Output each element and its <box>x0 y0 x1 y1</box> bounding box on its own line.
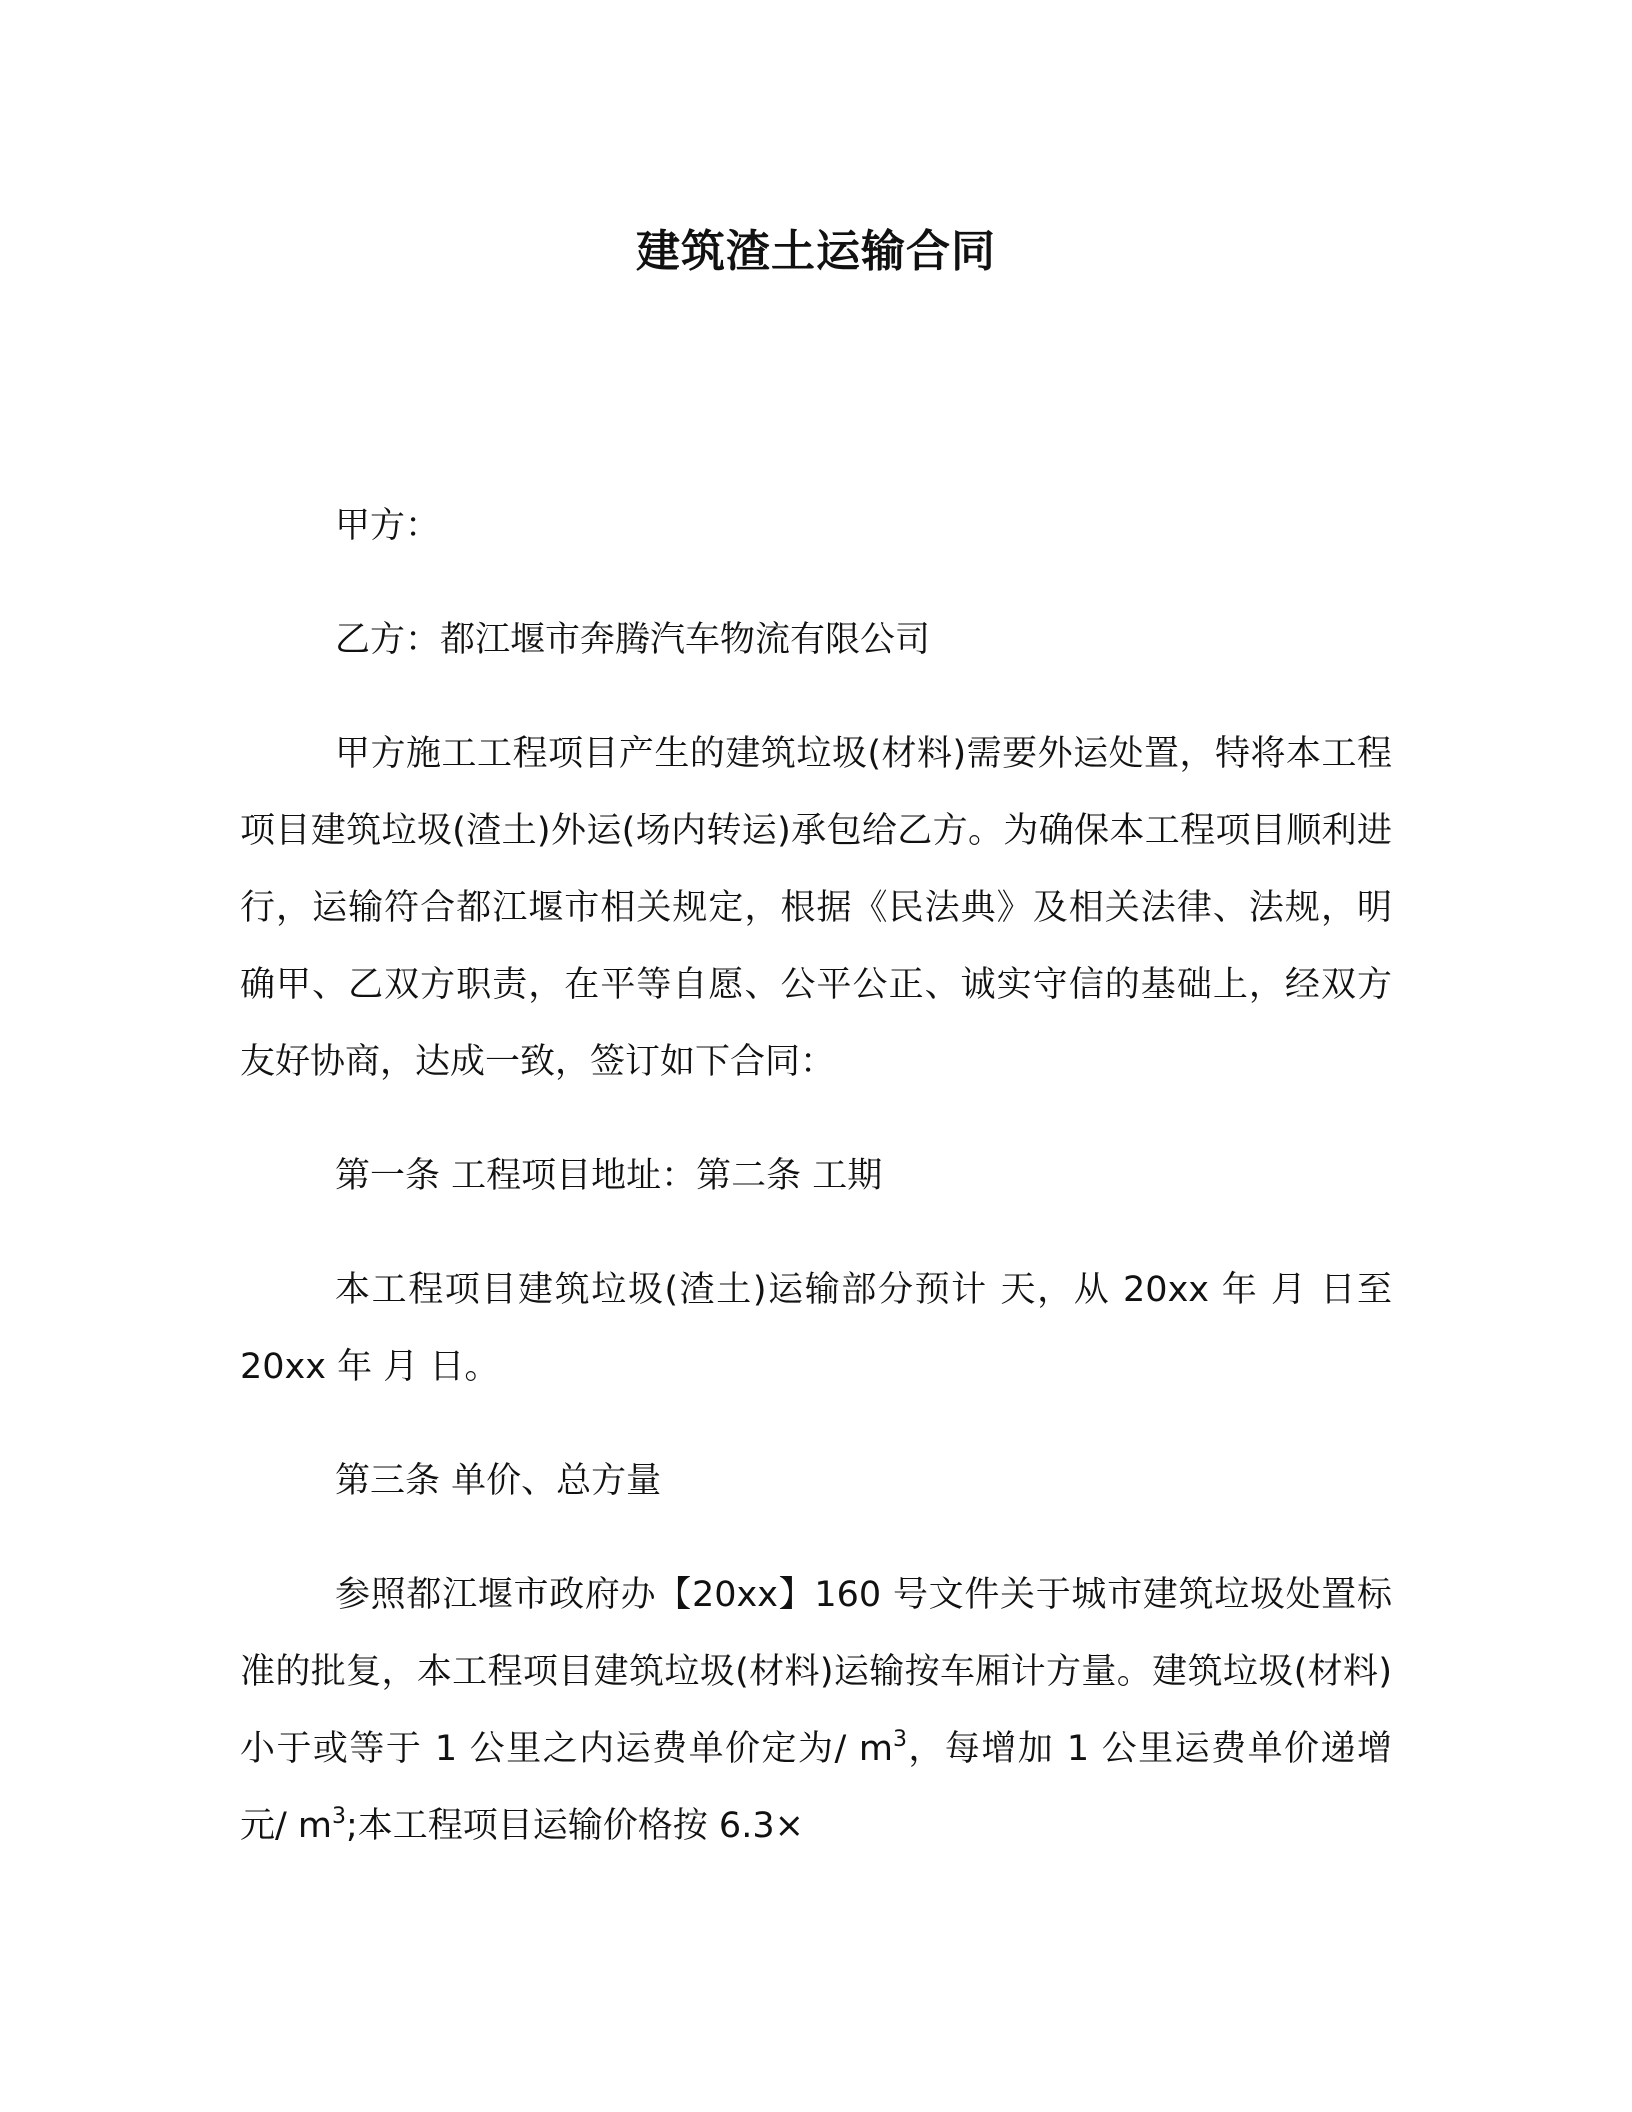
article-3-heading: 第三条 单价、总方量 <box>335 1461 662 1501</box>
cubic-superscript: 3 <box>332 1804 347 1829</box>
price-text-part3: ;本工程项目运输价格按 6.3× <box>346 1806 804 1846</box>
party-a-line: 甲方： <box>335 506 441 546</box>
party-b-line: 乙方：都江堰市奔腾汽车物流有限公司 <box>335 620 931 660</box>
price-paragraph <box>240 1557 1392 1865</box>
period-paragraph: 本工程项目建筑垃圾(渣土)运输部分预计 天，从 20xx 年 月 日至 20xx 年 月 日。 <box>240 1270 1392 1387</box>
price-text-part1: 参照都江堰市政府办【20xx】160 号文件关于城市建筑垃圾处置标准的批复，本工程项目建筑垃圾(材料)运输按车厢计方量。建筑垃圾(材料)小于或等于 1 公里之内运费单价定为/ m <box>240 1575 1392 1769</box>
cubic-superscript: 3 <box>892 1727 907 1752</box>
document-title: 建筑渣土运输合同 <box>636 226 996 277</box>
intro-paragraph: 甲方施工工程项目产生的建筑垃圾(材料)需要外运处置，特将本工程项目建筑垃圾(渣土)外运(场内转运)承包给乙方。为确保本工程项目顺利进行，运输符合都江堰市相关规定，根据《民法典》及相关法律、法规，明确甲、乙双方职责，在平等自愿、公平公正、诚实守信的基础上，经双方友好协商，达成一致，签订如下合同： <box>240 734 1392 1082</box>
price-text-part2: ，每增加 1 公里运费单价递增 元/ m <box>240 1729 1392 1846</box>
article-1-2-heading: 第一条 工程项目地址：第二条 工期 <box>335 1156 883 1196</box>
document-body <box>240 488 1392 1865</box>
